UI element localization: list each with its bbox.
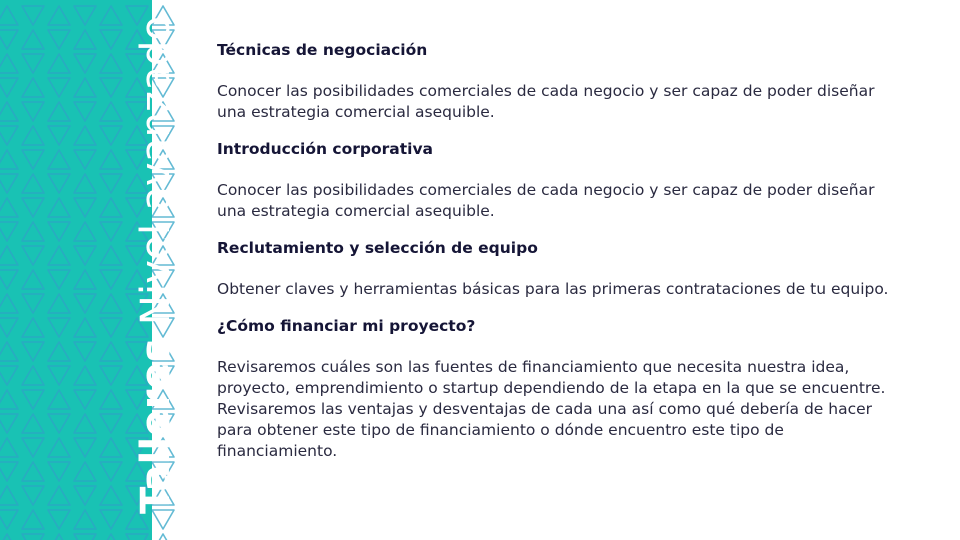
section-description [217,81,937,123]
content-area [217,40,937,478]
triangle-icon [152,534,174,540]
description-line: proyecto, emprendimiento o startup dependiendo de la etapa en la que se encuentre. [217,379,886,397]
section-description [217,180,937,222]
section-heading: Reclutamiento y selección de equipo [217,239,538,257]
sidebar-title [133,15,179,514]
section [217,238,937,300]
section-heading: Técnicas de negociación [217,41,428,59]
description-line: Obtener claves y herramientas básicas para las primeras contrataciones de tu equipo. [217,280,889,298]
sidebar-banner [0,0,179,540]
description-line: Revisaremos cuáles son las fuentes de financiamiento que necesita nuestra idea, [217,358,850,376]
description-line: financiamiento. [217,442,338,460]
section [217,139,937,222]
section [217,40,937,123]
section-description [217,279,937,300]
section [217,316,937,462]
description-line: una estrategia comercial asequible. [217,103,495,121]
description-line: Conocer las posibilidades comerciales de cada negocio y ser capaz de poder diseñar [217,181,875,199]
section-heading: Introducción corporativa [217,140,434,158]
description-line: una estrategia comercial asequible. [217,202,495,220]
description-line: para obtener este tipo de financiamiento o dónde encuentro este tipo de [217,421,784,439]
section-heading: ¿Cómo financiar mi proyecto? [217,317,476,335]
section-description [217,357,937,462]
sidebar-title-light: Nivel avanzado [133,15,179,326]
description-line: Revisaremos las ventajas y desventajas de cada una así como qué debería de hacer [217,400,873,418]
description-line: Conocer las posibilidades comerciales de cada negocio y ser capaz de poder diseñar [217,82,875,100]
sidebar-title-bold: Talleres [133,338,179,514]
triangle-pattern-icon [0,0,152,540]
